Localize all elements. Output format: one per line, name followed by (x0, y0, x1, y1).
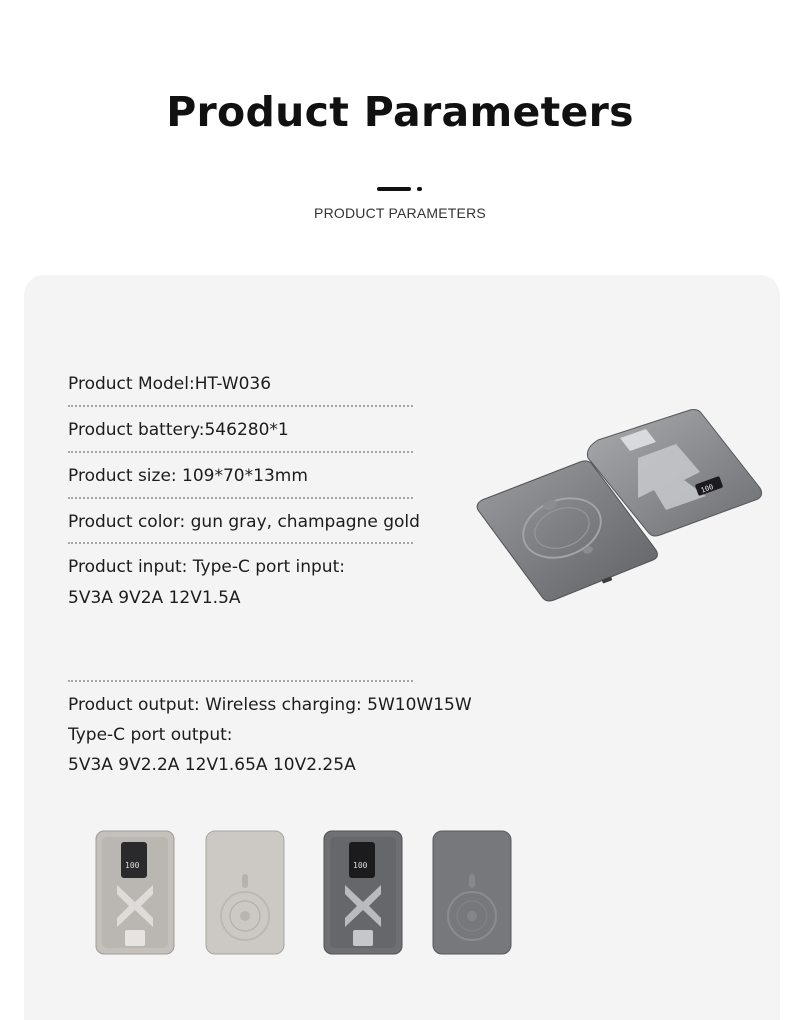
variant-champagne-back (205, 830, 285, 955)
spec-separator (68, 497, 413, 499)
spec-output-line-1: Product output: Wireless charging: 5W10W15W (68, 695, 472, 715)
spec-input-line-2: 5V3A 9V2A 12V1.5A (68, 588, 241, 608)
spec-size: Product size: 109*70*13mm (68, 466, 308, 486)
svg-text:100: 100 (353, 861, 368, 870)
svg-text:100: 100 (699, 482, 715, 495)
spec-separator (68, 405, 413, 407)
title-divider-dash (377, 187, 411, 191)
page-title: Product Parameters (166, 88, 634, 136)
variant-gungray-front (323, 830, 403, 955)
svg-text:100: 100 (125, 861, 140, 870)
spec-color: Product color: gun gray, champagne gold (68, 512, 420, 532)
variant-champagne-front (95, 830, 175, 955)
spec-separator (68, 542, 413, 544)
product-hero-image (470, 400, 770, 610)
spec-battery: Product battery:546280*1 (68, 420, 289, 440)
variant-gungray-back (432, 830, 512, 955)
spec-separator (68, 680, 413, 682)
title-divider-dot (417, 187, 422, 191)
page-subtitle: PRODUCT PARAMETERS (314, 205, 486, 221)
spec-output-line-3: 5V3A 9V2.2A 12V1.65A 10V2.25A (68, 755, 356, 775)
spec-separator (68, 451, 413, 453)
spec-input-line-1: Product input: Type-C port input: (68, 557, 345, 577)
spec-model: Product Model:HT-W036 (68, 374, 272, 394)
spec-output-line-2: Type-C port output: (68, 725, 233, 745)
